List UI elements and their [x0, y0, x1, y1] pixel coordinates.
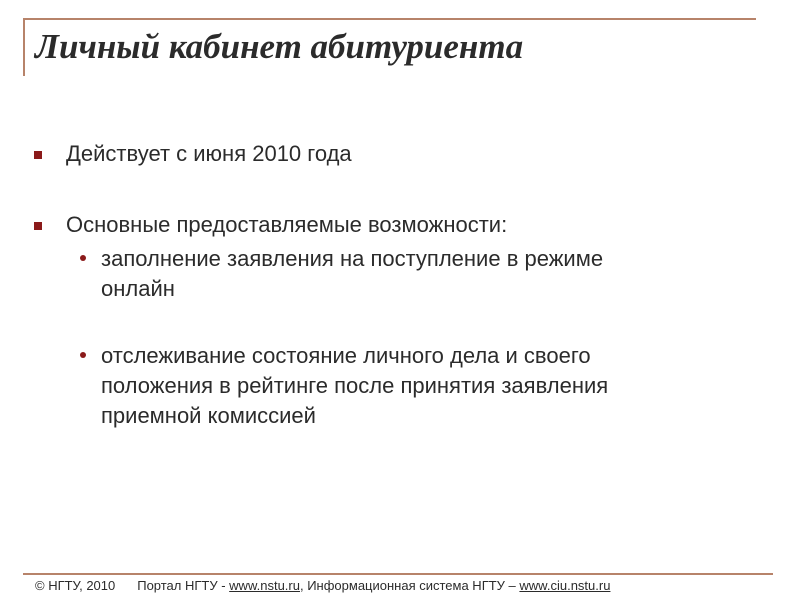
slide-footer	[35, 577, 610, 595]
top-border-line	[23, 18, 756, 20]
footer-copyright: © НГТУ, 2010	[35, 578, 116, 593]
square-bullet-icon	[34, 222, 42, 230]
bullet-text: Основные предоставляемые возможности:	[66, 212, 508, 237]
sub-item-line: отслеживание состояние личного дела и своего	[101, 343, 591, 368]
bullet-text: Действует с июня 2010 года	[66, 141, 352, 166]
left-border-line	[23, 18, 25, 76]
sub-item-line: заполнение заявления на поступление в режиме	[101, 246, 604, 271]
square-bullet-icon	[34, 151, 42, 159]
sub-item-line: положения в рейтинге после принятия заявления	[101, 373, 609, 398]
sub-item-line: онлайн	[101, 276, 175, 301]
sub-item-line: приемной комиссией	[101, 403, 316, 428]
footer-is-prefix: , Информационная система НГТУ –	[299, 578, 520, 593]
portal-link[interactable]: www.nstu.ru	[229, 578, 300, 593]
dot-bullet-icon	[80, 352, 86, 358]
slide-title: Личный кабинет абитуриента	[35, 27, 524, 66]
bottom-border-line	[23, 573, 773, 575]
dot-bullet-icon	[80, 255, 86, 261]
is-link[interactable]: www.ciu.nstu.ru	[519, 578, 611, 593]
footer-portal-prefix: Портал НГТУ -	[137, 578, 230, 593]
